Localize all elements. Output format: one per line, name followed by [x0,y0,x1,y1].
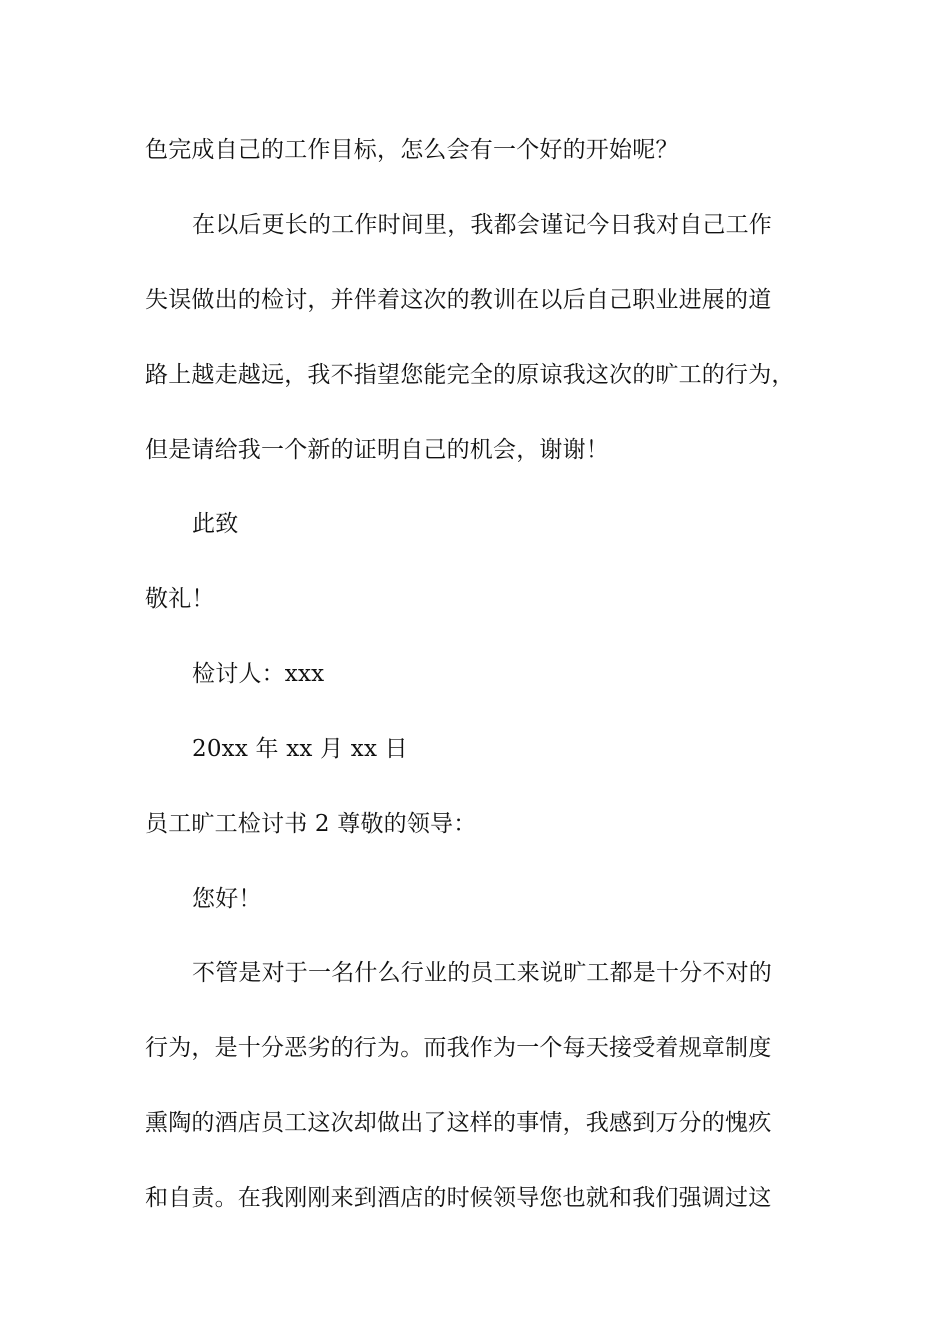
section-title: 员工旷工检讨书 2 尊敬的领导： [145,811,477,837]
signature-line: 检讨人：xxx [192,661,325,687]
text-line: 不管是对于一名什么行业的员工来说旷工都是十分不对的 [192,960,772,986]
text-line: 路上越走越远，我不指望您能完全的原谅我这次的旷工的行为， [145,362,795,388]
text-line: 色完成自己的工作目标，怎么会有一个好的开始呢？ [145,137,679,163]
text-line: 但是请给我一个新的证明自己的机会，谢谢！ [145,437,609,463]
text-line: 和自责。在我刚刚来到酒店的时候领导您也就和我们强调过这 [145,1185,772,1211]
closing-line: 敬礼！ [145,586,215,612]
text-line: 在以后更长的工作时间里，我都会谨记今日我对自己工作 [192,212,772,238]
greeting-line: 您好！ [192,886,262,912]
text-line: 失误做出的检讨，并伴着这次的教训在以后自己职业进展的道 [145,287,772,313]
text-line: 熏陶的酒店员工这次却做出了这样的事情，我感到万分的愧疚 [145,1110,772,1136]
date-line: 20xx 年 xx 月 xx 日 [192,736,408,762]
text-line: 行为，是十分恶劣的行为。而我作为一个每天接受着规章制度 [145,1035,772,1061]
salutation-line: 此致 [192,511,239,537]
